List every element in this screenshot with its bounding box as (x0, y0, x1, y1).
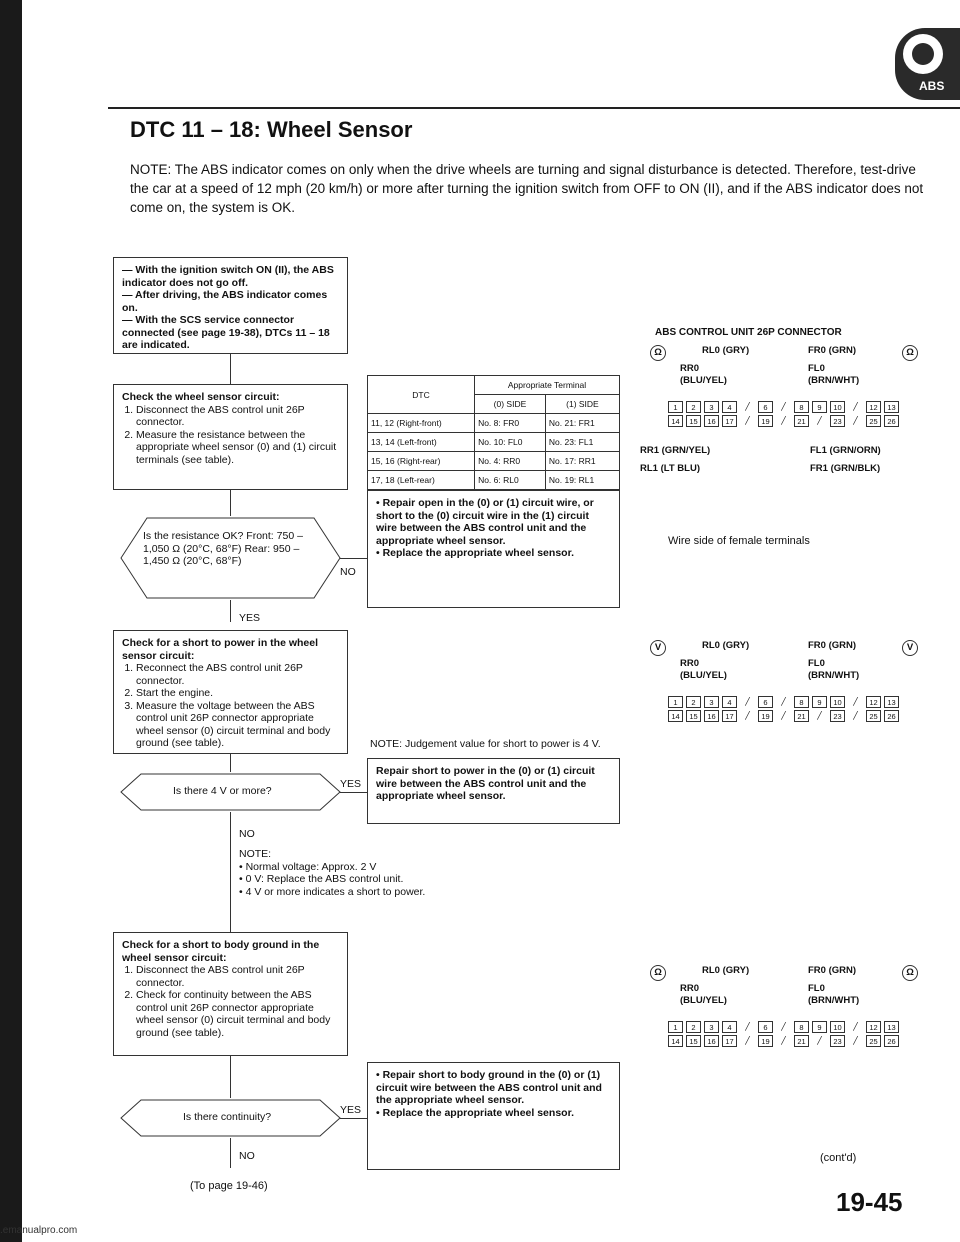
table-cell: No. 8: FR0 (475, 414, 546, 433)
page-title: DTC 11 – 18: Wheel Sensor (130, 117, 413, 142)
repair1-line: • Repair open in the (0) or (1) circuit wire, or short to the (0) circuit wire in the (1) circuit wire between the ABS control unit and the appropriate wheel sensor. (376, 497, 594, 547)
check-short-ground-box (113, 932, 348, 1056)
table-cell: No. 6: RL0 (475, 471, 546, 490)
pin-label-rr0: RR0 (680, 983, 700, 994)
pin-label-rr0: RR0 (680, 363, 700, 374)
connector-pin: 9 (812, 401, 827, 413)
connector-pin: ╱ (848, 696, 863, 708)
table-row (368, 414, 620, 433)
connector-pin: 1 (668, 696, 683, 708)
connector-pin: 4 (722, 401, 737, 413)
table-cell: No. 10: FL0 (475, 433, 546, 452)
connector-pin: 2 (686, 401, 701, 413)
pin-label-fl0-color: (BRN/WHT) (808, 995, 860, 1006)
intro-note: NOTE: The ABS indicator comes on only when the drive wheels are turning and signal disturbance is detected. Therefore, test-drive the car at a speed of 12 mph (20 km/h) or more after turning the ignition switch from OFF to ON (II), and if the ABS indicator does not come on, the system is OK. (130, 162, 924, 215)
connector-pin: 17 (722, 1035, 737, 1047)
connector-pin: ╱ (848, 1021, 863, 1033)
connector-pin: 12 (866, 401, 881, 413)
table-cell: No. 17: RR1 (545, 452, 619, 471)
pin-label-fl0: FL0 (808, 983, 825, 994)
pin-label-rl0: RL0 (GRY) (702, 345, 750, 356)
table-cell: No. 23: FL1 (545, 433, 619, 452)
no-label: NO (340, 566, 356, 578)
pin-label-fl0: FL0 (808, 363, 825, 374)
connector-pin: ╱ (848, 415, 863, 427)
note3-line: • Normal voltage: Approx. 2 V (239, 860, 377, 873)
connector-pin: 4 (722, 1021, 737, 1033)
start-line: — With the ignition switch ON (II), the ABS indicator does not go off. (122, 264, 334, 289)
connector-pin: 25 (866, 710, 881, 722)
check2-step: 3. Measure the voltage between the ABS control unit 26P connector appropriate wheel sensor (0) circuit terminal and body ground (see table). (136, 700, 339, 750)
flow-line (230, 754, 231, 772)
pin-label-fr0: FR0 (GRN) (808, 640, 857, 651)
connector-pin: 4 (722, 696, 737, 708)
note3-line: • 0 V: Replace the ABS control unit. (239, 873, 404, 885)
connector-pin: 14 (668, 415, 683, 427)
connector-pin: 10 (830, 696, 845, 708)
meter-symbol-icon: Ω (650, 965, 666, 981)
header-rule (108, 107, 960, 109)
connector-pin: 16 (704, 710, 719, 722)
dtc-terminal-table (367, 375, 620, 490)
table-header-dtc: DTC (368, 376, 475, 414)
pin-label-fl0-color: (BRN/WHT) (808, 375, 860, 386)
table-cell: No. 4: RR0 (475, 452, 546, 471)
connector-pin: 17 (722, 415, 737, 427)
connector-pin: 16 (704, 415, 719, 427)
table-cell: 11, 12 (Right-front) (368, 414, 475, 433)
q3-text: Is there continuity? (183, 1111, 272, 1123)
repair2-text: Repair short to power in the (0) or (1) circuit wire between the ABS control unit and the appropriate wheel sensor. (376, 765, 595, 802)
table-row (368, 471, 620, 490)
yes-label: YES (340, 778, 362, 790)
watermark: .emanualpro.com (0, 1225, 78, 1236)
pin-label-rr0: RR0 (680, 658, 700, 669)
connector-pin: 2 (686, 1021, 701, 1033)
check2-heading: Check for a short to power in the wheel sensor circuit: (122, 637, 319, 662)
connector-pin: 12 (866, 1021, 881, 1033)
flow-line (230, 812, 231, 932)
connector-pin: ╱ (812, 415, 827, 427)
connector-pin: 10 (830, 1021, 845, 1033)
table-cell: No. 19: RL1 (545, 471, 619, 490)
meter-symbol-icon: Ω (902, 345, 918, 361)
abs-logo-text: ABS (919, 79, 945, 93)
table-header-side1: (1) SIDE (545, 395, 619, 414)
repair-short-power-box (367, 758, 620, 824)
connector-pin: 21 (794, 415, 809, 427)
to-page-link: (To page 19-46) (190, 1180, 268, 1192)
note-judgement: NOTE: Judgement value for short to power is 4 V. (370, 738, 601, 750)
connector-diagram-continuity (640, 965, 940, 1065)
repair-open-box (367, 490, 620, 608)
connector-pin: 8 (794, 1021, 809, 1033)
connector-pin: 9 (812, 1021, 827, 1033)
table-cell: No. 21: FR1 (545, 414, 619, 433)
meter-symbol-icon: Ω (650, 345, 666, 361)
flow-line (340, 1118, 368, 1119)
note3-line: • 4 V or more indicates a short to power. (239, 885, 426, 898)
meter-symbol-icon: V (902, 640, 918, 656)
connector-pin: ╱ (776, 696, 791, 708)
connector-pin: 15 (686, 415, 701, 427)
yes-label: YES (239, 612, 261, 624)
table-cell: 13, 14 (Left-front) (368, 433, 475, 452)
yes-label: YES (340, 1104, 362, 1116)
connector-pin: 25 (866, 1035, 881, 1047)
flow-line (230, 1056, 231, 1098)
page-number: 19-45 (836, 1187, 903, 1217)
connector-caption: Wire side of female terminals (668, 535, 810, 547)
check-wheel-sensor-box (113, 384, 348, 490)
pin-label-rr0-color: (BLU/YEL) (680, 670, 727, 681)
connector-pin: 3 (704, 401, 719, 413)
connector-pin: 23 (830, 710, 845, 722)
connector-pin: 15 (686, 710, 701, 722)
connector-pin: ╱ (776, 1035, 791, 1047)
connector-pin: ╱ (776, 415, 791, 427)
check3-step: 2. Check for continuity between the ABS control unit 26P connector appropriate wheel sensor (0) circuit terminal and body ground (see table). (136, 989, 339, 1039)
check1-step: 1. Disconnect the ABS control unit 26P connector. (136, 404, 339, 429)
connector-diagram-ohm (640, 345, 940, 515)
table-cell: 17, 18 (Left-rear) (368, 471, 475, 490)
connector-pin: 15 (686, 1035, 701, 1047)
connector-pin: 21 (794, 710, 809, 722)
continued-label: (cont'd) (820, 1152, 857, 1164)
connector-pin: 10 (830, 401, 845, 413)
check1-heading: Check the wheel sensor circuit: (122, 391, 280, 403)
table-header-side0: (0) SIDE (475, 395, 546, 414)
no-label: NO (239, 1150, 255, 1162)
abs-warning-icon (903, 34, 943, 74)
connector-pin: 3 (704, 1021, 719, 1033)
connector-pin: ╱ (776, 710, 791, 722)
pin-label-fr0: FR0 (GRN) (808, 345, 857, 356)
connector-pin: ╱ (848, 710, 863, 722)
connector-pin: 6 (758, 1021, 773, 1033)
connector-pin: ╱ (776, 1021, 791, 1033)
connector-pin: 6 (758, 696, 773, 708)
connector-pin: 3 (704, 696, 719, 708)
table-row (368, 433, 620, 452)
connector-pin: ╱ (812, 710, 827, 722)
connector-pin: 25 (866, 415, 881, 427)
check-short-power-box (113, 630, 348, 754)
table-row (368, 452, 620, 471)
connector-pin: ╱ (740, 710, 755, 722)
connector-pin: 23 (830, 415, 845, 427)
connector-pin: 19 (758, 710, 773, 722)
abs-logo (895, 28, 960, 100)
connector-pin: 1 (668, 1021, 683, 1033)
question-continuity (113, 1098, 348, 1138)
check1-step: 2. Measure the resistance between the appropriate wheel sensor (0) and (1) circuit terminals (see table). (136, 429, 339, 467)
pin-label-fl1: FL1 (GRN/ORN) (810, 445, 881, 456)
connector-pin: 14 (668, 710, 683, 722)
q2-text: Is there 4 V or more? (173, 785, 272, 797)
connector-pin: 21 (794, 1035, 809, 1047)
no-label: NO (239, 828, 255, 840)
connector-pin: 2 (686, 696, 701, 708)
connector-pin: 6 (758, 401, 773, 413)
connector-pin: 26 (884, 710, 899, 722)
note3-heading: NOTE: (239, 848, 272, 860)
repair1-line: • Replace the appropriate wheel sensor. (376, 547, 574, 559)
check3-step: 1. Disconnect the ABS control unit 26P connector. (136, 964, 339, 989)
flow-line (340, 792, 368, 793)
table-header-terminal: Appropriate Terminal (475, 376, 620, 395)
meter-symbol-icon: V (650, 640, 666, 656)
connector-pin: 19 (758, 1035, 773, 1047)
connector-pin: ╱ (776, 401, 791, 413)
flow-line (230, 1138, 231, 1168)
connector-pin: 8 (794, 401, 809, 413)
repair3-line: • Replace the appropriate wheel sensor. (376, 1106, 574, 1119)
pin-label-rr1: RR1 (GRN/YEL) (640, 445, 711, 456)
connector-pin: 8 (794, 696, 809, 708)
flow-line (230, 490, 231, 516)
note-normal-voltage (239, 848, 539, 898)
check3-heading: Check for a short to body ground in the wheel sensor circuit: (122, 939, 320, 964)
connector-pin: ╱ (740, 415, 755, 427)
connector-diagram-voltage (640, 640, 940, 740)
question-resistance-ok (113, 516, 348, 600)
connector-title: ABS CONTROL UNIT 26P CONNECTOR (655, 327, 842, 338)
check2-step: 2. Start the engine. (136, 687, 339, 700)
table-cell: 15, 16 (Right-rear) (368, 452, 475, 471)
pin-label-fl0-color: (BRN/WHT) (808, 670, 860, 681)
connector-pin: 16 (704, 1035, 719, 1047)
pin-label-fr1: FR1 (GRN/BLK) (810, 463, 881, 474)
pin-label-rl0: RL0 (GRY) (702, 640, 750, 651)
flow-line (340, 558, 368, 559)
connector-pin: 14 (668, 1035, 683, 1047)
start-line: — After driving, the ABS indicator comes on. (122, 289, 328, 314)
connector-pin: 13 (884, 1021, 899, 1033)
pin-label-rr0-color: (BLU/YEL) (680, 375, 727, 386)
pin-label-rl0: RL0 (GRY) (702, 965, 750, 976)
question-4v-or-more (113, 772, 348, 812)
connector-pin: 19 (758, 415, 773, 427)
repair3-line: • Repair short to body ground in the (0) or (1) circuit wire between the ABS control unit and the appropriate wheel sensor. (376, 1069, 602, 1106)
connector-pin: 12 (866, 696, 881, 708)
binder-strip (0, 0, 22, 1242)
start-box (113, 257, 348, 354)
pin-label-rr0-color: (BLU/YEL) (680, 995, 727, 1006)
connector-pin: 13 (884, 401, 899, 413)
check2-step: 1. Reconnect the ABS control unit 26P connector. (136, 662, 339, 687)
q1-text: Is the resistance OK? Front: 750 – 1,050 Ω (20°C, 68°F) Rear: 950 – 1,450 Ω (20°C, 68°F) (143, 530, 303, 567)
connector-pin: ╱ (848, 401, 863, 413)
connector-pin: ╱ (740, 1035, 755, 1047)
connector-pin: 26 (884, 1035, 899, 1047)
connector-pin: ╱ (740, 1021, 755, 1033)
meter-symbol-icon: Ω (902, 965, 918, 981)
connector-pin: 26 (884, 415, 899, 427)
pin-label-fl0: FL0 (808, 658, 825, 669)
start-line: — With the SCS service connector connected (see page 19-38), DTCs 11 – 18 are indicated. (122, 314, 330, 351)
connector-pin: ╱ (848, 1035, 863, 1047)
repair-short-ground-box (367, 1062, 620, 1170)
connector-pin: 17 (722, 710, 737, 722)
connector-pin: ╱ (812, 1035, 827, 1047)
connector-pin: 23 (830, 1035, 845, 1047)
flow-line (230, 354, 231, 384)
pin-label-fr0: FR0 (GRN) (808, 965, 857, 976)
connector-pin: 13 (884, 696, 899, 708)
flow-line (230, 600, 231, 622)
pin-label-rl1: RL1 (LT BLU) (640, 463, 700, 474)
connector-pin: ╱ (740, 401, 755, 413)
connector-pin: ╱ (740, 696, 755, 708)
connector-pin: 1 (668, 401, 683, 413)
connector-pin: 9 (812, 696, 827, 708)
